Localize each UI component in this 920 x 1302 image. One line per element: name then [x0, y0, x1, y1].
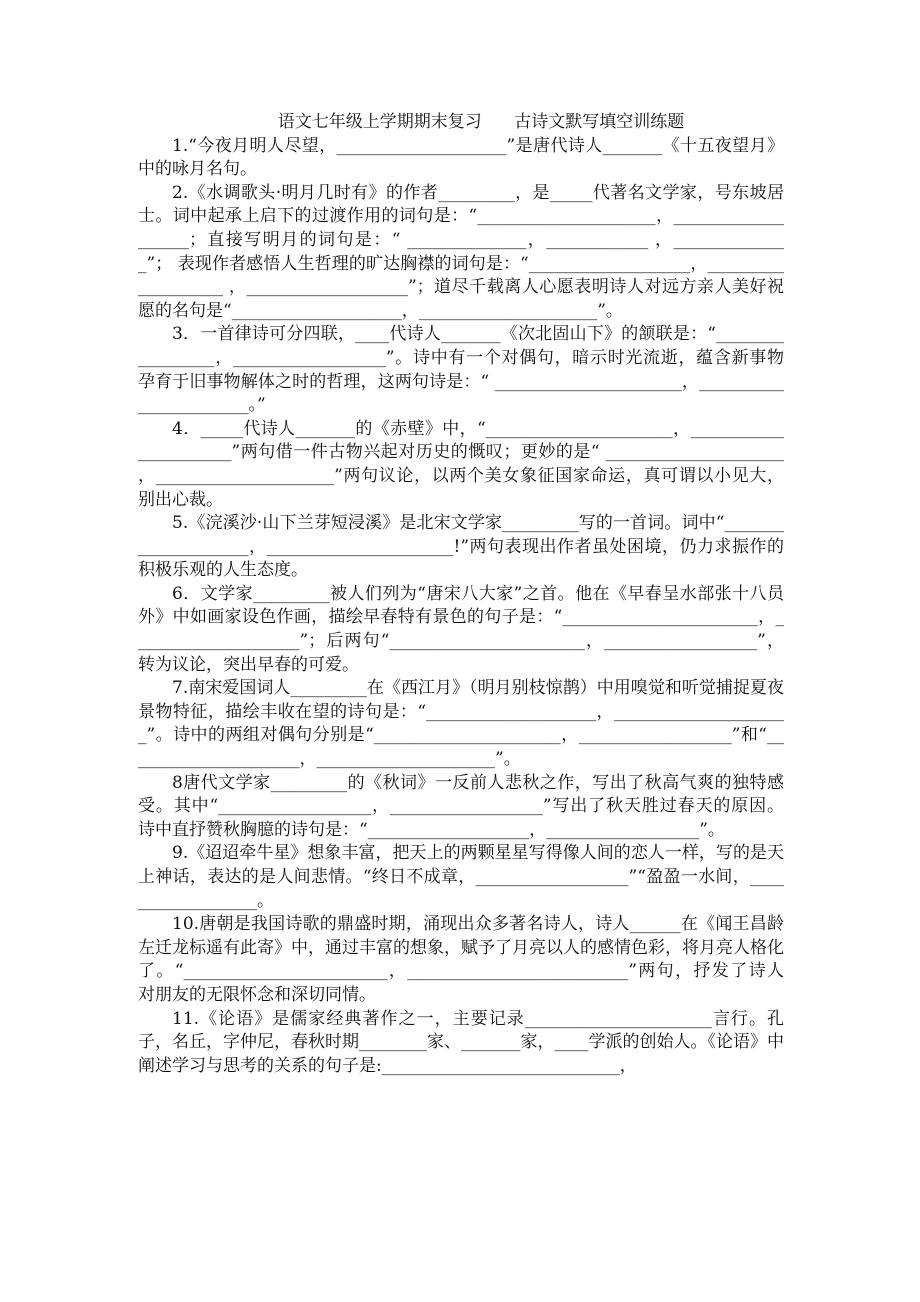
question-5: 5.《浣溪沙·山下兰芽短浸溪》是北宋文学家_________写的一首词。词中“____________________，______________________!”两句表现出作者虽处困境，仍力求振作的积极乐观的人生态度。	[138, 513, 784, 581]
question-7: 7.南宋爱国词人_________在《西江月》（明月别枝惊鹊）中用嗅觉和听觉捕捉夏夜景物特征，描绘丰收在望的诗句是：“____________________，_____________________”。诗中的两组对偶句分别是“______________________，__________________”和“_____________________，_____________________”。	[138, 678, 784, 770]
question-8: 8唐代文学家_________的《秋词》一反前人悲秋之作，写出了秋高气爽的独特感受。其中“__________________，__________________”写出了秋天胜过春天的原因。诗中直抒赞秋胸臆的诗句是：“___________________，__________________”。	[138, 772, 784, 840]
question-10: 10.唐朝是我国诗歌的鼎盛时期，涌现出众多著名诗人，诗人______在《闻王昌龄左迁龙标遥有此寄》中，通过丰富的想象，赋予了月亮以人的感情色彩，将月亮人格化了。“________________________，__________________________”两句，抒发了诗人对朋友的无限怀念和深切同情。	[138, 914, 784, 1005]
question-6: 6．文学家_________被人们列为“唐宋八大家”之首。他在《早春呈水部张十八员外》中如画家设色作画，描绘早春特有景色的句子是：“_______________________，____________________”；后两句“_______________________，__________________”，转为议论，突出早春的可爱。	[138, 583, 784, 675]
question-3: 3．一首律诗可分四联，____代诗人_______《次北固山下》的颔联是：“_________________，__________________”。诗中有一个对偶句，暗示时光流逝，蕴含新事物孕育于旧事物解体之时的哲理，这两句诗是：“ ______________________，_______________________。”	[138, 324, 784, 416]
document-title: 语文七年级上学期期末复习 古诗文默写填空训练题	[277, 112, 685, 132]
question-4: 4．_____代诗人_______的《赤壁》中，“______________________，______________________”两句借一件古物兴起对历史的慨叹；更妙的是“ _____________________ ，_____________________”两句议论，以两个美女象征国家命运，真可谓以小见大，别出心裁。	[138, 418, 784, 510]
question-1: 1.“今夜月明人尽望，____________________”是唐代诗人_______《十五夜望月》中的咏月名句。	[138, 135, 784, 180]
question-11: 11.《论语》是儒家经典著作之一，主要记录______________________言行。孔子，名丘，字仲尼，春秋时期________家、_______家，____学派的创始人。《论语》中阐述学习与思考的关系的句子是:____________________________，	[138, 1008, 784, 1076]
worksheet-document	[138, 111, 784, 1078]
question-9: 9.《迢迢牵牛星》想象丰富，把天上的两颗星星写得像人间的恋人一样，写的是天上神话，表达的是人间悲情。“终日不成章，__________________”“盈盈一水间，__________________。	[138, 843, 784, 911]
question-2: 2.《水调歌头·明月几时有》的作者_________，是_____代著名文学家，号东坡居士。词中起承上启下的过渡作用的词句是：“_____________________，___________________；直接写明月的词句是：“ ______________，____________ ，______________”； 表现作者感悟人生哲理的旷达胸襟的词句是：“___________________，___________________ ，___________________”；道尽千载离人心愿表明诗人对远方亲人美好祝愿的名句是“____________________，_____________________”。	[138, 182, 784, 321]
